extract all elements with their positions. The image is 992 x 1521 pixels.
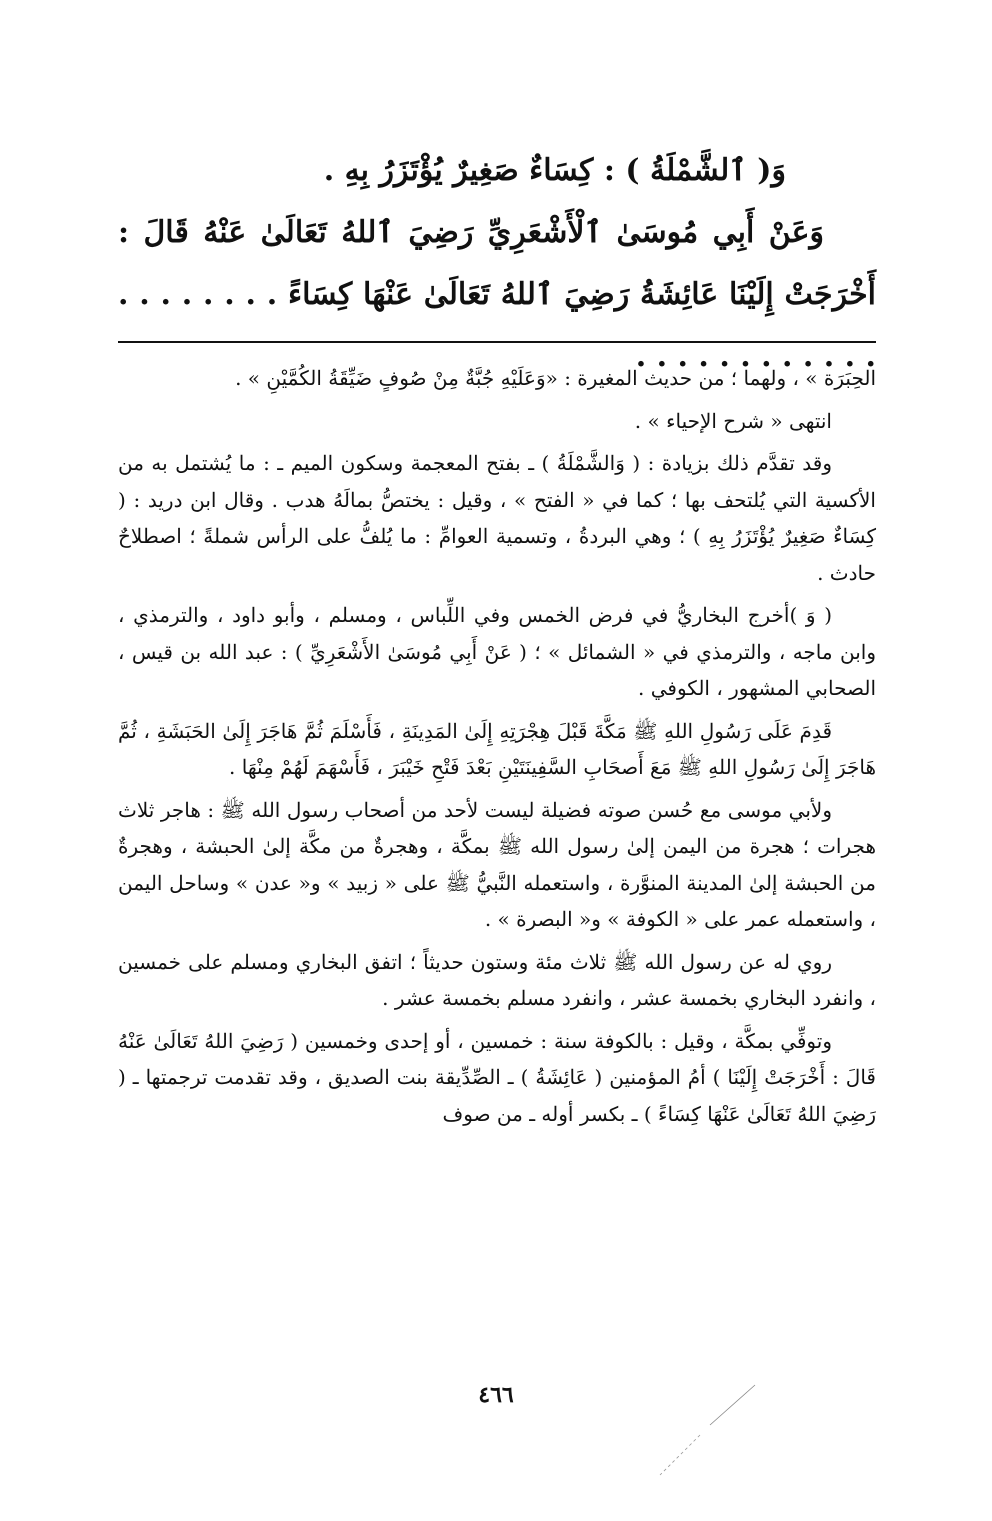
commentary-paragraph-2: انتهى « شرح الإحياء » . bbox=[634, 408, 832, 433]
commentary-paragraph-1: الحِبَرَة » ، ولهما ؛ من حديث المغيرة : «وَعَلَيْهِ جُبَّةٌ مِنْ صُوفٍ ضَيِّقَةُ الكُمَّيْنِ » . bbox=[235, 366, 876, 390]
main-text bbox=[118, 140, 876, 388]
commentary-paragraph-3: وقد تقدَّم ذلك بزيادة : ( وَالشَّمْلَةُ ) ـ بفتح المعجمة وسكون الميم ـ : ما يُشتمل به من الأكسية التي يُلتحف بها ؛ كما في « الفتح » ، وقيل : يختصُّ بمالَهُ هدب . وقال ابن دريد : ( كِسَاءٌ صَغِيرٌ يُؤْتَزَرُ بِهِ ) ؛ وهي البردةُ ، وتسمية العوامِّ : ما يُلفُّ على الرأس شملةً ؛ اصطلاحٌ حادث . bbox=[118, 451, 876, 585]
commentary-text bbox=[118, 360, 876, 1138]
commentary-paragraph-4: ( وَ )أخرج البخاريُّ في فرض الخمس وفي اللِّباس ، ومسلم ، وأبو داود ، والترمذي ، وابن ماجه ، والترمذي في « الشمائل » ؛ ( عَنْ أَبِي مُوسَىٰ الأَشْعَرِيِّ ) : عبد الله بن قيس ، الصحابي المشهور ، الكوفي . bbox=[118, 603, 876, 700]
footnote-separator bbox=[118, 341, 876, 343]
commentary-paragraph-5: قَدِمَ عَلَى رَسُولِ اللهِ ﷺ مَكَّةَ قَبْلَ هِجْرَتِهِ إِلَىٰ المَدِينَةِ ، فَأَسْلَمَ ثُمَّ هَاجَرَ إِلَىٰ الحَبَشَةِ ، ثُمَّ هَاجَرَ إِلَىٰ رَسُولِ اللهِ ﷺ مَعَ أَصحَابِ السَّفِينَتَيْنِ بَعْدَ فَتْحِ خَيْبَرَ ، فَأَسْهَمَ لَهُمْ مِنْهَا . bbox=[118, 718, 876, 779]
page-number: ٤٦٦ bbox=[478, 1382, 514, 1408]
scan-artifact-marks bbox=[640, 1380, 760, 1490]
main-text-paragraph-2: وَعَنْ أَبِي مُوسَىٰ ٱلْأَشْعَرِيِّ رَضِيَ ٱللهُ تَعَالَىٰ عَنْهُ قَالَ : أَخْرَجَتْ إِلَيْنَا عَائِشَةُ رَضِيَ ٱللهُ تَعَالَىٰ عَنْهَا كِسَاءً . . . . . . . . . . . . . . . . . . . . bbox=[118, 215, 876, 374]
commentary-paragraph-8: وتوفِّي بمكَّة ، وقيل : بالكوفة سنة : خمسين ، أو إحدى وخمسين ( رَضِيَ اللهُ تَعَالَىٰ عَنْهُ قَالَ : أَخْرَجَتْ إِلَيْنَا ) أمُ المؤمنين ( عَائِشَةُ ) ـ الصِّدِّيقة بنت الصديق ، وقد تقدمت ترجمتها ـ ( رَضِيَ اللهُ تَعَالَىٰ عَنْهَا كِسَاءً ) ـ بكسر أوله ـ من صوف bbox=[118, 1028, 876, 1126]
commentary-paragraph-6: ولأبي موسى مع حُسن صوته فضيلة ليست لأحد من أصحاب رسول الله ﷺ : هاجر ثلاث هجرات ؛ هجرة من اليمن إلىٰ رسول الله ﷺ بمكَّة ، وهجرةٌ من مكَّة إلىٰ الحبشة ، وهجرةٌ من الحبشة إلىٰ المدينة المنوَّرة ، واستعمله النَّبيُّ ﷺ على « زبيد » و« عدن » وساحل اليمن ، واستعمله عمر على « الكوفة » و« البصرة » . bbox=[118, 797, 876, 931]
main-text-line-1: وَ( ٱلشَّمْلَةُ ) : كِسَاءٌ صَغِيرٌ يُؤْتَزَرُ بِهِ . bbox=[323, 153, 786, 188]
commentary-paragraph-7: روي له عن رسول الله ﷺ ثلاث مئة وستون حديثاً ؛ اتفق البخاري ومسلم على خمسين ، وانفرد البخاري بخمسة عشر ، وانفرد مسلم بخمسة عشر . bbox=[118, 949, 876, 1010]
